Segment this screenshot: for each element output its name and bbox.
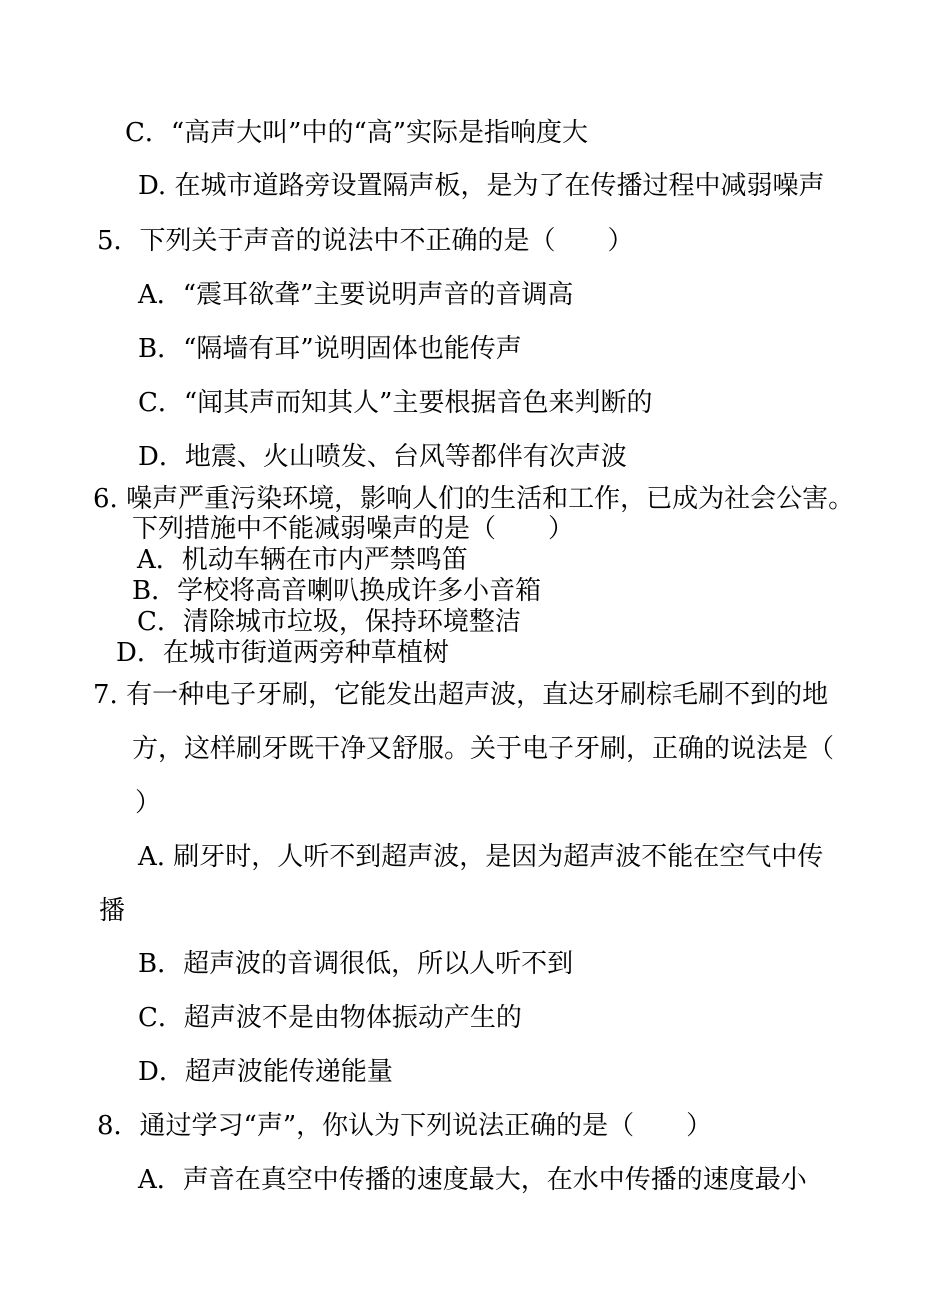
q6-stem-line-1: 6. 噪声严重污染环境，影响人们的生活和工作，已成为社会公害。 — [93, 484, 855, 514]
q4-option-c: C．“高声大叫”中的“高”实际是指响度大 — [125, 118, 589, 148]
q7-stem-line-3: ） — [135, 788, 162, 818]
q8-stem: 8．通过学习“声”，你认为下列说法正确的是（ ） — [97, 1111, 713, 1141]
q7-option-c: C．超声波不是由物体振动产生的 — [138, 1003, 522, 1033]
q7-option-d: D．超声波能传递能量 — [138, 1057, 393, 1087]
q7-option-a: A. 刷牙时，人听不到超声波，是因为超声波不能在空气中传 — [138, 842, 824, 872]
q7-stem-line-1: 7. 有一种电子牙刷，它能发出超声波，直达牙刷棕毛刷不到的地 — [93, 680, 829, 710]
q5-option-b: B．“隔墙有耳”说明固体也能传声 — [138, 334, 522, 364]
q6-option-b: B．学校将高音喇叭换成许多小音箱 — [132, 576, 542, 606]
q6-stem-line-2: 下列措施中不能减弱噪声的是（ ） — [132, 514, 575, 544]
q7-option-b: B．超声波的音调很低，所以人听不到 — [138, 949, 574, 979]
q5-option-a: A．“震耳欲聋”主要说明声音的音调高 — [138, 280, 574, 310]
q8-option-a: A．声音在真空中传播的速度最大，在水中传播的速度最小 — [138, 1165, 807, 1195]
q5-option-d: D．地震、火山喷发、台风等都伴有次声波 — [138, 442, 627, 472]
q7-option-a-wrap: 播 — [99, 896, 126, 926]
q4-option-d: D. 在城市道路旁设置隔声板，是为了在传播过程中减弱噪声 — [138, 171, 825, 201]
q5-stem: 5．下列关于声音的说法中不正确的是（ ） — [97, 226, 634, 256]
q6-option-d: D．在城市街道两旁种草植树 — [116, 638, 449, 668]
q6-option-a: A．机动车辆在市内严禁鸣笛 — [137, 545, 468, 575]
q7-stem-line-2: 方，这样刷牙既干净又舒服。关于电子牙刷，正确的说法是（ — [132, 734, 835, 764]
q6-option-c: C．清除城市垃圾，保持环境整洁 — [137, 607, 521, 637]
q5-option-c: C．“闻其声而知其人”主要根据音色来判断的 — [138, 388, 653, 418]
